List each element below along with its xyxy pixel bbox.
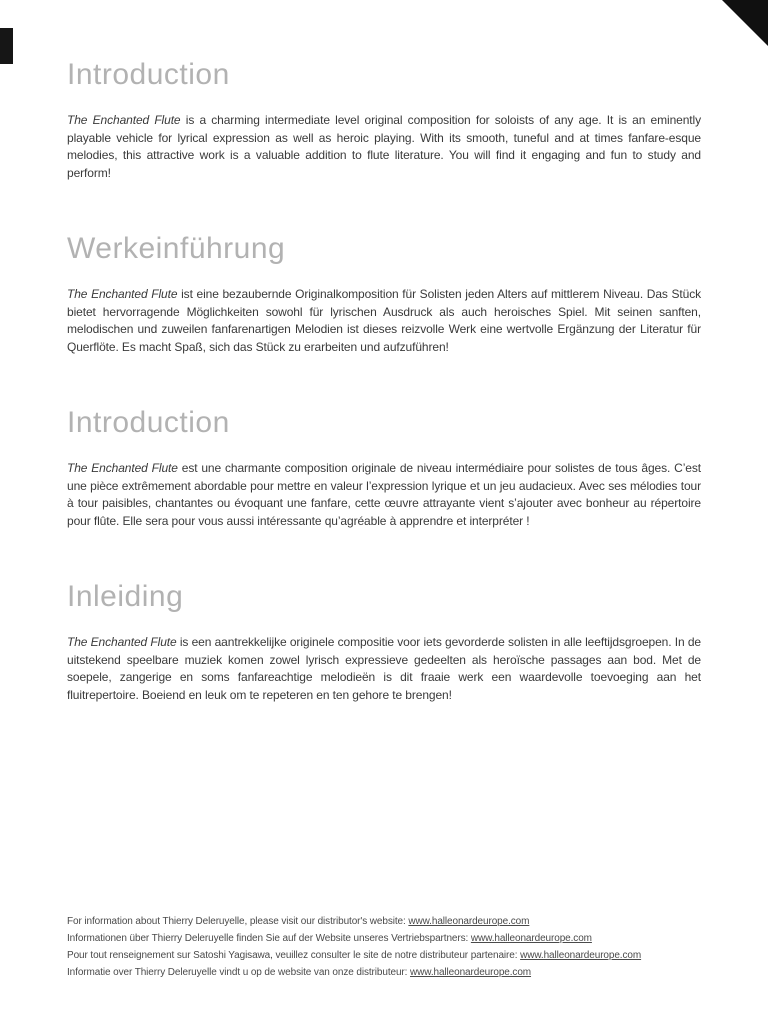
work-title-italic: The Enchanted Flute bbox=[67, 287, 178, 301]
distributor-link-german[interactable]: www.halleonardeurope.com bbox=[470, 933, 592, 944]
section-introduction-english bbox=[67, 58, 701, 182]
section-paragraph-english bbox=[67, 112, 701, 182]
paragraph-text-german: ist eine bezaubernde Originalkomposition für Solisten jeden Alters auf mittlerem Niveau. Das Stück bietet hervorragende Möglichkeiten sowohl für lyrischen Ausdruck als auch heroisches Spiel. Mit seinen sanften, melodischen und zuweilen fanfarenartigen Melodien ist dieses reizvolle Werk eine wertvolle Ergänzung der Literatur für Querflöte. Es macht Spaß, sich das Stück zu erarbeiten und aufzuführen! bbox=[67, 287, 701, 354]
paragraph-text-french: est une charmante composition originale de niveau intermédiaire pour solistes de tous âges. C’est une pièce extrêmement abordable pour mettre en valeur l’expression lyrique et un jeu audacieux. Avec ses mélodies tour à tour paisibles, chantantes ou évoquant une fanfare, cette œuvre attrayante vient s’ajouter avec bonheur au répertoire pour flûte. Elle sera pour vous aussi intéressante qu’agréable à apprendre et interpréter ! bbox=[67, 461, 701, 528]
section-heading-french: Introduction bbox=[67, 406, 230, 439]
footer-line-dutch bbox=[67, 968, 701, 978]
corner-triangle-mark bbox=[722, 0, 768, 46]
section-heading-english: Introduction bbox=[67, 58, 230, 91]
spine-print-mark bbox=[0, 28, 13, 64]
section-heading-dutch: Inleiding bbox=[67, 580, 184, 613]
footer-text-german: Informationen über Thierry Deleruyelle finden Sie auf der Website unseres Vertriebspartners: bbox=[67, 933, 471, 944]
section-introduction-german bbox=[67, 232, 701, 356]
work-title-italic: The Enchanted Flute bbox=[67, 461, 178, 475]
footer-line-french bbox=[67, 951, 701, 961]
work-title-italic: The Enchanted Flute bbox=[67, 113, 181, 127]
footer-text-french: Pour tout renseignement sur Satoshi Yagisawa, veuillez consulter le site de notre distributeur partenaire: bbox=[67, 950, 521, 961]
distributor-link-french[interactable]: www.halleonardeurope.com bbox=[520, 950, 642, 961]
footer-line-german bbox=[67, 934, 701, 944]
paragraph-text-dutch: is een aantrekkelijke originele compositie voor iets gevorderde solisten in alle leeftijdsgroepen. In de uitstekend speelbare muziek komen zowel lyrisch expressieve gedeelten als heroïsche passages aan bod. Met de soepele, zangerige en soms fanfareachtige melodieën is dit fraaie werk een waardevolle toevoeging aan het fluitrepertoire. Boeiend en leuk om te repeteren en ten gehore te brengen! bbox=[67, 635, 701, 702]
section-heading-german: Werkeinführung bbox=[67, 232, 286, 265]
paragraph-text-english: is a charming intermediate level original composition for soloists of any age. It is an eminently playable vehicle for lyrical expression as well as heroic playing. With its smooth, tuneful and at times fanfare-esque melodies, this attractive work is a valuable addition to flute literature. You will find it engaging and fun to study and perform! bbox=[67, 113, 701, 180]
footer-line-english bbox=[67, 917, 701, 927]
section-introduction-french bbox=[67, 406, 701, 530]
section-paragraph-german bbox=[67, 286, 701, 356]
distributor-footer bbox=[67, 917, 701, 978]
distributor-link-dutch[interactable]: www.halleonardeurope.com bbox=[410, 967, 532, 978]
section-paragraph-dutch bbox=[67, 634, 701, 704]
footer-text-dutch: Informatie over Thierry Deleruyelle vindt u op de website van onze distributeur: bbox=[67, 967, 411, 978]
footer-text-english: For information about Thierry Deleruyelle, please visit our distributor's website: bbox=[67, 916, 409, 927]
section-paragraph-french bbox=[67, 460, 701, 530]
distributor-link-english[interactable]: www.halleonardeurope.com bbox=[408, 916, 530, 927]
work-title-italic: The Enchanted Flute bbox=[67, 635, 177, 649]
section-introduction-dutch bbox=[67, 580, 701, 704]
